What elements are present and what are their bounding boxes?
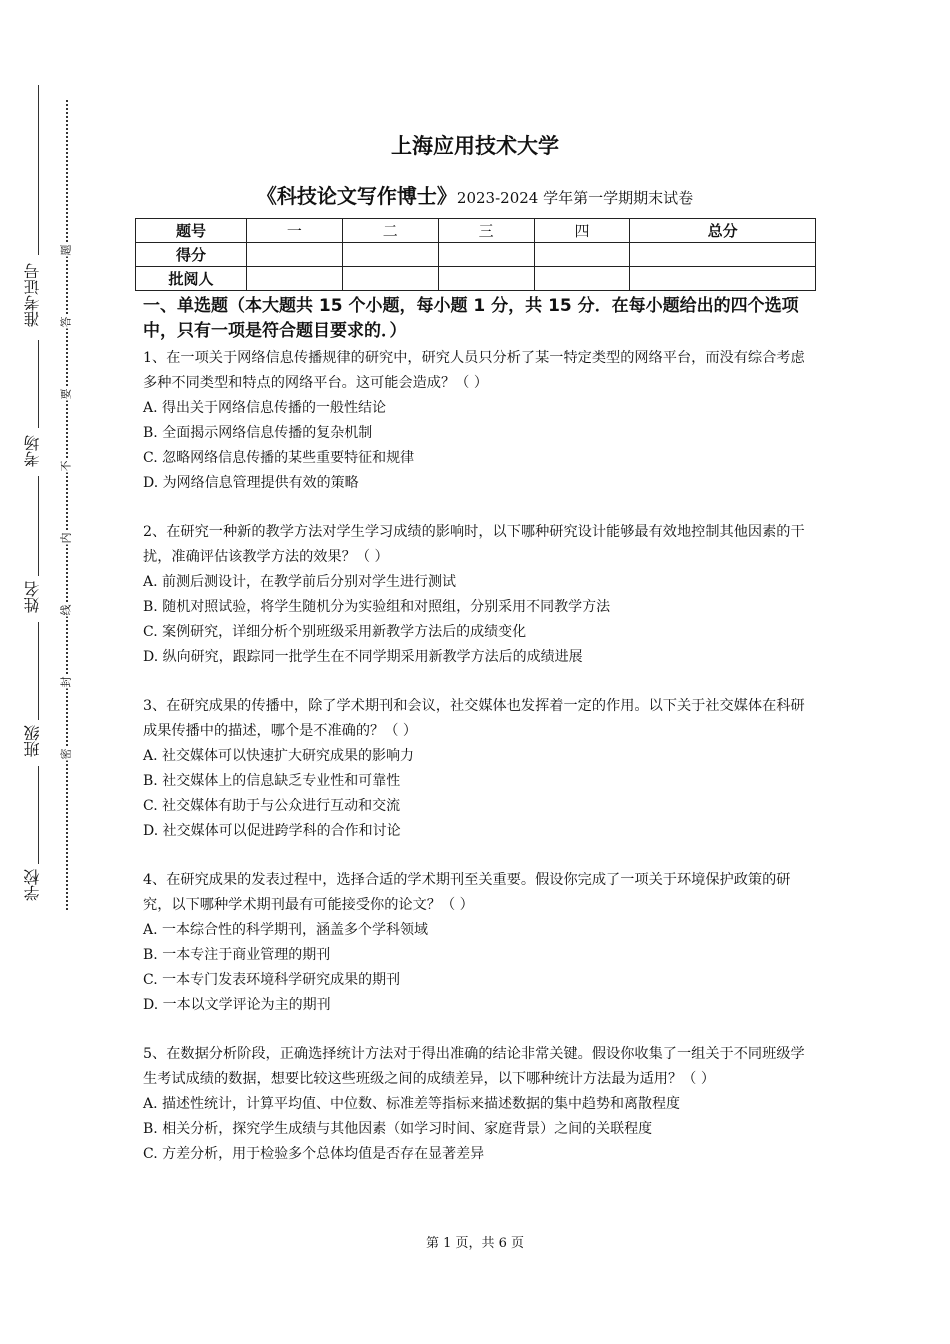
question-stem: 3、在研究成果的传播中，除了学术期刊和会议，社交媒体也发挥着一定的作用。以下关于社交媒体在科研成果传播中的描述，哪个是不准确的？（ ） — [143, 698, 805, 739]
reviewer-cell — [342, 267, 438, 291]
question-stem: 4、在研究成果的发表过程中，选择合适的学术期刊至关重要。假设你完成了一项关于环境保护政策的研究，以下哪种学术期刊最有可能接受你的论文？（ ） — [143, 872, 791, 913]
score-table — [135, 218, 816, 291]
university-title: 上海应用技术大学 — [391, 134, 559, 158]
option-a: A. 得出关于网络信息传播的一般性结论 — [143, 400, 387, 416]
option-a: A. 前测后测设计，在教学前后分别对学生进行测试 — [143, 574, 457, 590]
score-table-row — [136, 243, 816, 267]
exam-term: 2023-2024 学年第一学期期末试卷 — [456, 189, 694, 207]
seal-dotted-line — [66, 100, 68, 910]
exam-subtitle — [0, 180, 950, 209]
binding-line — [38, 340, 39, 428]
score-table-header-cell: 题号 — [136, 219, 247, 243]
binding-line — [38, 622, 39, 720]
option-c: C. 方差分析，用于检验多个总体均值是否存在显著差异 — [143, 1146, 485, 1162]
name-label: 姓名 — [23, 581, 42, 613]
question — [143, 1042, 815, 1167]
option-c: C. 案例研究，详细分析个别班级采用新教学方法后的成绩变化 — [143, 624, 527, 640]
reviewer-cell — [438, 267, 534, 291]
question — [143, 694, 815, 844]
option-d: D. 一本以文学评论为主的期刊 — [143, 997, 331, 1013]
question — [143, 520, 815, 670]
score-table-header-cell: 二 — [342, 219, 438, 243]
question — [143, 868, 815, 1018]
score-cell — [342, 243, 438, 267]
option-a: A. 社交媒体可以快速扩大研究成果的影响力 — [143, 748, 415, 764]
question-stem: 1、在一项关于网络信息传播规律的研究中，研究人员只分析了某一特定类型的网络平台，而没有综合考虑多种不同类型和特点的网络平台。这可能会造成？（ ） — [143, 350, 805, 391]
section-title: 一、单选题（本大题共 15 个小题，每小题 1 分，共 15 分．在每小题给出的四个选项中，只有一项是符合题目要求的．） — [143, 296, 799, 341]
question — [143, 346, 815, 496]
option-b: B. 相关分析，探究学生成绩与其他因素（如学习时间、家庭背景）之间的关联程度 — [143, 1121, 653, 1137]
score-row-label: 得分 — [136, 243, 247, 267]
score-cell — [630, 243, 816, 267]
option-b: B. 一本专注于商业管理的期刊 — [143, 947, 331, 963]
option-b: B. 随机对照试验，将学生随机分为实验组和对照组，分别采用不同教学方法 — [143, 599, 611, 615]
seal-char: 封 — [59, 676, 73, 688]
class-label: 班级 — [23, 725, 42, 757]
binding-line — [38, 85, 39, 255]
seal-char: 答 — [59, 316, 73, 328]
seal-char: 要 — [59, 388, 73, 400]
question-stem: 2、在研究一种新的教学方法对学生学习成绩的影响时，以下哪种研究设计能够最有效地控制其他因素的干扰，准确评估该教学方法的效果？（ ） — [143, 524, 805, 565]
option-b: B. 社交媒体上的信息缺乏专业性和可靠性 — [143, 773, 401, 789]
option-c: C. 社交媒体有助于与公众进行互动和交流 — [143, 798, 401, 814]
score-table-header-cell: 三 — [438, 219, 534, 243]
seal-char: 题 — [59, 244, 73, 256]
exam-room-label: 考场 — [23, 435, 42, 467]
option-d: D. 社交媒体可以促进跨学科的合作和讨论 — [143, 823, 401, 839]
question-stem: 5、在数据分析阶段，正确选择统计方法对于得出准确的结论非常关键。假设你收集了一组关于不同班级学生考试成绩的数据，想要比较这些班级之间的成绩差异，以下哪种统计方法最为适用？（ ） — [143, 1046, 805, 1087]
score-table-header-cell: 四 — [534, 219, 630, 243]
course-name: 《科技论文写作博士》 — [256, 184, 457, 208]
seal-char: 内 — [59, 532, 73, 544]
option-c: C. 一本专门发表环境科学研究成果的期刊 — [143, 972, 401, 988]
option-a: A. 一本综合性的科学期刊，涵盖多个学科领域 — [143, 922, 429, 938]
score-cell — [438, 243, 534, 267]
reviewer-cell — [247, 267, 343, 291]
binding-line — [38, 766, 39, 864]
reviewer-cell — [534, 267, 630, 291]
score-cell — [247, 243, 343, 267]
option-d: D. 为网络信息管理提供有效的策略 — [143, 475, 359, 491]
exam-content — [143, 294, 815, 1191]
option-d: D. 纵向研究，跟踪同一批学生在不同学期采用新教学方法后的成绩进展 — [143, 649, 583, 665]
option-b: B. 全面揭示网络信息传播的复杂机制 — [143, 425, 373, 441]
score-table-header-cell: 总分 — [630, 219, 816, 243]
school-label: 学校 — [23, 869, 42, 901]
exam-id-label: 准考证号 — [23, 263, 42, 327]
option-c: C. 忽略网络信息传播的某些重要特征和规律 — [143, 450, 415, 466]
binding-line — [38, 476, 39, 576]
seal-char: 线 — [59, 604, 73, 616]
score-table-header-cell: 一 — [247, 219, 343, 243]
score-table-row — [136, 267, 816, 291]
reviewer-cell — [630, 267, 816, 291]
seal-char: 密 — [59, 748, 73, 760]
seal-char: 不 — [59, 460, 73, 472]
page-number: 第 1 页，共 6 页 — [425, 1236, 525, 1251]
option-a: A. 描述性统计，计算平均值、中位数、标准差等指标来描述数据的集中趋势和离散程度 — [143, 1096, 681, 1112]
score-cell — [534, 243, 630, 267]
score-table-header-row — [136, 219, 816, 243]
reviewer-row-label: 批阅人 — [136, 267, 247, 291]
